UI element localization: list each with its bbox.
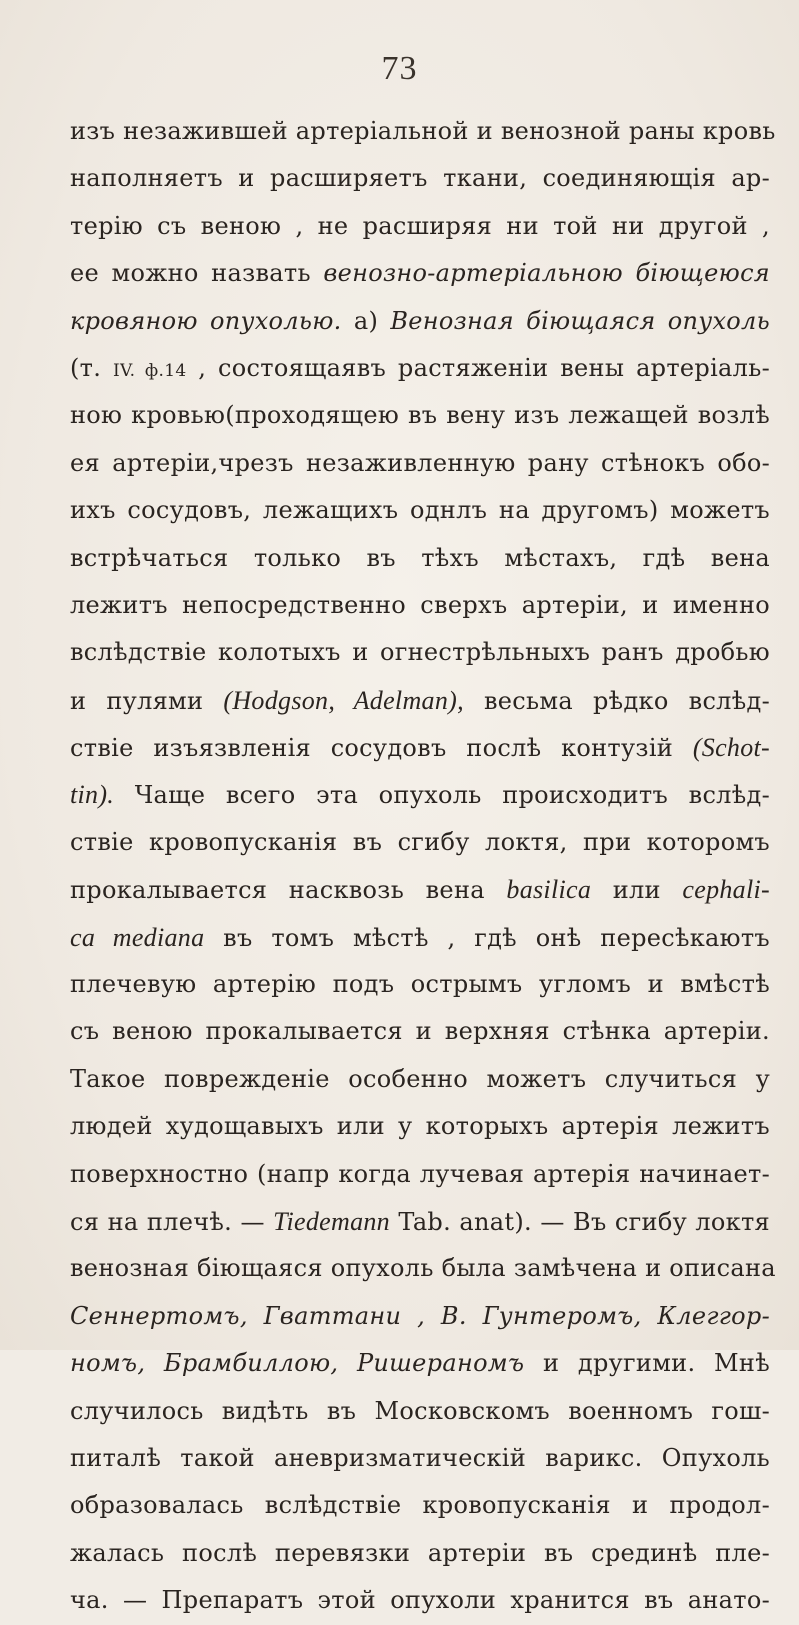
text-segment: ее можно назвать	[70, 259, 324, 288]
text-segment: встрѣчаться только въ тѣхъ мѣстахъ, гдѣ вена	[70, 543, 770, 572]
text-segment: или	[591, 876, 683, 905]
text-line	[70, 1482, 770, 1529]
text-line	[70, 961, 770, 1008]
text-body	[70, 108, 776, 1625]
text-segment: терію съ веною , не расширяя ни той ни другой ,	[70, 211, 770, 240]
text-segment: а)	[341, 306, 391, 335]
text-line	[70, 1245, 776, 1292]
text-segment: ною кровью(проходящею въ вену изъ лежащей возлѣ	[70, 401, 770, 430]
text-segment: поверхностно (напр когда лучевая артерія начинает-	[70, 1159, 770, 1188]
text-segment: и другими. Мнѣ	[524, 1349, 770, 1378]
text-line	[70, 298, 770, 345]
italic-text: номъ, Брамбиллою, Ришераномъ	[70, 1349, 525, 1378]
text-line	[70, 771, 770, 818]
text-segment: венозная біющаяся опухоль была замѣчена и описана	[70, 1254, 776, 1283]
text-line	[70, 866, 770, 913]
text-line	[70, 250, 770, 297]
text-line	[70, 724, 770, 771]
italic-text: (Hodgson, Adelman),	[223, 685, 464, 715]
text-line	[70, 1056, 770, 1103]
text-line	[70, 392, 770, 439]
text-segment: съ веною прокалывается и верхняя стѣнка артеріи.	[70, 1017, 770, 1046]
text-line	[70, 819, 770, 866]
text-line	[70, 535, 770, 582]
italic-text: Венозная біющаяся опухоль	[390, 306, 770, 335]
text-line	[70, 1388, 770, 1435]
italic-text: tin).	[70, 780, 115, 810]
text-segment: весьма рѣдко вслѣд-	[463, 686, 770, 715]
text-segment: въ томъ мѣстѣ , гдѣ онѣ пересѣкаютъ	[204, 923, 770, 952]
text-line	[70, 1008, 770, 1055]
text-line	[70, 345, 770, 392]
text-line	[70, 1151, 770, 1198]
text-line	[70, 440, 770, 487]
text-line	[70, 487, 770, 534]
text-line	[70, 155, 770, 202]
text-segment: Такое поврежденіе особенно можетъ случиться у	[70, 1064, 770, 1093]
text-line	[70, 582, 770, 629]
text-segment: жалась послѣ перевязки артеріи въ срединѣ пле-	[70, 1538, 770, 1567]
italic-text: basilica	[506, 875, 592, 905]
text-segment: и пулями	[70, 686, 224, 715]
text-segment: ча. — Препаратъ этой опухоли хранится въ анато-	[70, 1586, 770, 1615]
text-segment: лежитъ непосредственно сверхъ артеріи, и именно	[70, 590, 770, 619]
text-segment: ся на плечѣ. —	[70, 1207, 274, 1236]
text-segment: ихъ сосудовъ, лежащихъ однлъ на другомъ) можетъ	[70, 496, 770, 525]
italic-text: (Schot-	[692, 733, 770, 763]
text-line	[70, 1103, 770, 1150]
text-line	[70, 1530, 770, 1577]
text-line	[70, 203, 770, 250]
text-segment: людей худощавыхъ или у которыхъ артерія лежитъ	[70, 1112, 770, 1141]
italic-text: Сеннертомъ, Гваттани , В. Гунтеромъ, Клеггор-	[70, 1301, 770, 1330]
text-line	[70, 629, 770, 676]
text-line	[70, 1340, 770, 1387]
text-segment: случилось видѣть въ Московскомъ военномъ гош-	[70, 1396, 770, 1425]
text-segment: Tab. anat). — Въ сгибу локтя	[389, 1207, 770, 1236]
text-segment: Чаще всего эта опухоль происходитъ вслѣд-	[114, 781, 770, 810]
italic-text: cephali-	[682, 875, 770, 905]
italic-text: кровяною опухолью.	[70, 306, 342, 335]
text-segment: плечевую артерію подъ острымъ угломъ и вмѣстѣ	[70, 970, 770, 999]
text-line	[70, 1435, 770, 1482]
text-segment: прокалывается насквозь вена	[70, 876, 507, 905]
text-segment: образовалась вслѣдствіе кровопусканія и продол-	[70, 1491, 770, 1520]
text-segment: ея артеріи,чрезъ незаживленную рану стѣнокъ обо-	[70, 448, 770, 477]
italic-text: ca mediana	[70, 922, 205, 952]
text-line	[70, 677, 770, 724]
text-segment: питалѣ такой аневризматическій варикс. Опухоль	[70, 1443, 770, 1472]
page-number: 73	[381, 50, 418, 87]
text-segment: ствіе кровопусканія въ сгибу локтя, при которомъ	[70, 827, 770, 856]
text-line	[70, 1293, 770, 1340]
italic-text: венозно-артеріальною біющеюся	[323, 259, 770, 288]
text-segment: IV. ф.14	[113, 360, 187, 381]
text-segment: вслѣдствіе колотыхъ и огнестрѣльныхъ ранъ дробью	[70, 638, 770, 667]
text-segment: наполняетъ и расширяетъ ткани, соединяющія ар-	[70, 164, 770, 193]
text-line	[70, 1577, 770, 1624]
text-segment: ствіе изъязвленія сосудовъ послѣ контузій	[70, 734, 693, 763]
text-line	[70, 108, 776, 155]
text-segment: изъ незажившей артеріальной и венозной раны кровь	[70, 117, 776, 145]
text-segment: , состоящаявъ растяженіи вены артеріаль-	[186, 353, 770, 382]
text-segment: (т.	[70, 353, 113, 382]
text-line	[70, 914, 770, 961]
text-line	[70, 1198, 770, 1245]
italic-text: Tiedemann	[273, 1206, 390, 1236]
